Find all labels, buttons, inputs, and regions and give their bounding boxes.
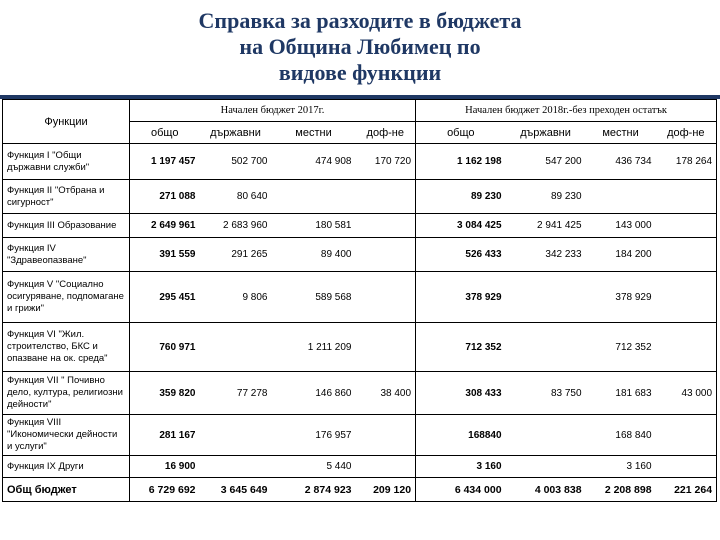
function-name: Функция V "Социално осигуряване, подпомагане и грижи" — [3, 272, 130, 323]
cell-2017-supplement — [356, 214, 416, 238]
cell-2018-local: 184 200 — [586, 238, 656, 272]
cell-2018-local: 143 000 — [586, 214, 656, 238]
cell-2017-state: 9 806 — [200, 272, 272, 323]
col-header-2018-supplement: доф-не — [656, 122, 717, 144]
function-name: Функция VI "Жил. строителство, БКС и опазване на ок. среда" — [3, 323, 130, 372]
cell-2018-supplement — [656, 415, 717, 456]
group-header-2018: Начален бюджет 2018г.-без преходен остатък — [416, 100, 717, 122]
table-row — [3, 456, 717, 478]
cell-2017-state: 2 683 960 — [200, 214, 272, 238]
cell-2018-local: 712 352 — [586, 323, 656, 372]
table-row — [3, 272, 717, 323]
cell-2017-total: 295 451 — [130, 272, 200, 323]
function-name: Функция III Образование — [3, 214, 130, 238]
cell-2018-total: 378 929 — [416, 272, 506, 323]
cell-2017-state — [200, 415, 272, 456]
cell-2018-state: 4 003 838 — [506, 478, 586, 502]
total-row — [3, 478, 717, 502]
cell-2017-state — [200, 456, 272, 478]
cell-2018-supplement — [656, 214, 717, 238]
cell-2017-state — [200, 323, 272, 372]
cell-2018-total: 1 162 198 — [416, 144, 506, 180]
cell-2018-state: 342 233 — [506, 238, 586, 272]
table-row — [3, 214, 717, 238]
function-name: Функция IX Други — [3, 456, 130, 478]
group-header-2017: Начален бюджет 2017г. — [130, 100, 416, 122]
table-row — [3, 415, 717, 456]
cell-2018-supplement — [656, 238, 717, 272]
cell-2017-total: 391 559 — [130, 238, 200, 272]
cell-2018-local — [586, 180, 656, 214]
cell-2018-supplement — [656, 456, 717, 478]
cell-2017-local — [272, 180, 356, 214]
cell-2017-supplement: 170 720 — [356, 144, 416, 180]
cell-2018-state: 547 200 — [506, 144, 586, 180]
cell-2017-total: 1 197 457 — [130, 144, 200, 180]
cell-2017-supplement — [356, 456, 416, 478]
function-name: Функция I "Общи държавни служби" — [3, 144, 130, 180]
cell-2017-state: 502 700 — [200, 144, 272, 180]
col-header-2017-supplement: доф-не — [356, 122, 416, 144]
cell-2018-total: 308 433 — [416, 372, 506, 415]
cell-2017-total: 760 971 — [130, 323, 200, 372]
col-header-2017-total: общо — [130, 122, 200, 144]
cell-2018-supplement: 43 000 — [656, 372, 717, 415]
cell-2017-supplement: 38 400 — [356, 372, 416, 415]
cell-2017-total: 271 088 — [130, 180, 200, 214]
cell-2018-state: 83 750 — [506, 372, 586, 415]
cell-2018-state: 2 941 425 — [506, 214, 586, 238]
cell-2018-state — [506, 456, 586, 478]
cell-2017-supplement: 209 120 — [356, 478, 416, 502]
cell-2017-supplement — [356, 323, 416, 372]
title-line-1: Справка за разходите в бюджета — [198, 8, 522, 33]
cell-2017-total: 16 900 — [130, 456, 200, 478]
function-name: Функция VII " Почивно дело, култура, религиозни дейности" — [3, 372, 130, 415]
cell-2017-total: 359 820 — [130, 372, 200, 415]
cell-2018-total: 89 230 — [416, 180, 506, 214]
cell-2018-supplement: 178 264 — [656, 144, 717, 180]
cell-2017-supplement — [356, 180, 416, 214]
cell-2018-local: 436 734 — [586, 144, 656, 180]
cell-2017-local: 5 440 — [272, 456, 356, 478]
cell-2018-state — [506, 272, 586, 323]
function-name: Функция VIII "Икономически дейности и услуги" — [3, 415, 130, 456]
table-row — [3, 372, 717, 415]
cell-2017-local: 1 211 209 — [272, 323, 356, 372]
cell-2017-local: 176 957 — [272, 415, 356, 456]
cell-2017-local: 146 860 — [272, 372, 356, 415]
table-row — [3, 238, 717, 272]
table-row — [3, 144, 717, 180]
cell-2018-state — [506, 323, 586, 372]
cell-2018-supplement — [656, 180, 717, 214]
table-row — [3, 180, 717, 214]
cell-2018-supplement — [656, 323, 717, 372]
cell-2018-state — [506, 415, 586, 456]
cell-2017-supplement — [356, 238, 416, 272]
cell-2017-state: 77 278 — [200, 372, 272, 415]
cell-2017-local: 589 568 — [272, 272, 356, 323]
function-name: Функция IV "Здравеопазване" — [3, 238, 130, 272]
cell-2017-total: 281 167 — [130, 415, 200, 456]
cell-2018-local: 168 840 — [586, 415, 656, 456]
cell-2017-state: 3 645 649 — [200, 478, 272, 502]
page-title — [0, 8, 720, 86]
col-header-2018-state: държавни — [506, 122, 586, 144]
cell-2017-local: 474 908 — [272, 144, 356, 180]
cell-2017-state: 291 265 — [200, 238, 272, 272]
cell-2017-local: 180 581 — [272, 214, 356, 238]
cell-2018-total: 6 434 000 — [416, 478, 506, 502]
cell-2018-supplement — [656, 272, 717, 323]
cell-2018-total: 3 084 425 — [416, 214, 506, 238]
cell-2017-supplement — [356, 415, 416, 456]
cell-2017-supplement — [356, 272, 416, 323]
cell-2018-local: 2 208 898 — [586, 478, 656, 502]
cell-2018-total: 168840 — [416, 415, 506, 456]
functions-header: Функции — [3, 100, 130, 144]
cell-2018-supplement: 221 264 — [656, 478, 717, 502]
title-line-3: видове функции — [278, 60, 442, 85]
total-label: Общ бюджет — [3, 478, 130, 502]
title-line-2: на Община Любимец по — [239, 34, 481, 59]
table-row — [3, 323, 717, 372]
cell-2017-local: 2 874 923 — [272, 478, 356, 502]
cell-2017-total: 6 729 692 — [130, 478, 200, 502]
budget-table — [2, 99, 717, 502]
cell-2018-state: 89 230 — [506, 180, 586, 214]
cell-2017-total: 2 649 961 — [130, 214, 200, 238]
cell-2017-state: 80 640 — [200, 180, 272, 214]
cell-2018-total: 526 433 — [416, 238, 506, 272]
cell-2018-total: 712 352 — [416, 323, 506, 372]
cell-2017-local: 89 400 — [272, 238, 356, 272]
col-header-2017-state: държавни — [200, 122, 272, 144]
col-header-2018-total: общо — [416, 122, 506, 144]
function-name: Функция II "Отбрана и сигурност" — [3, 180, 130, 214]
cell-2018-local: 3 160 — [586, 456, 656, 478]
cell-2018-total: 3 160 — [416, 456, 506, 478]
col-header-2018-local: местни — [586, 122, 656, 144]
col-header-2017-local: местни — [272, 122, 356, 144]
cell-2018-local: 181 683 — [586, 372, 656, 415]
cell-2018-local: 378 929 — [586, 272, 656, 323]
